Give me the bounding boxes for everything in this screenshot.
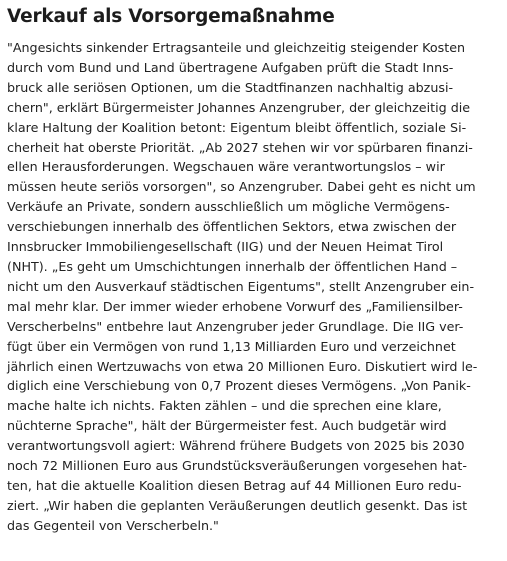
body-line: ten, hat die aktuelle Koalition diesen Betrag auf 44 Millionen Euro redu- (7, 477, 462, 493)
body-line: das Gegenteil von Verscherbeln." (7, 517, 219, 533)
body-line: müssen heute seriös vorsorgen", so Anzengruber. Dabei geht es nicht um (7, 179, 476, 195)
body-line: noch 72 Millionen Euro aus Grundstücksveräußerungen vorgesehen hat- (7, 458, 467, 474)
article-heading: Verkauf als Vorsorgemaßnahme (7, 6, 335, 27)
body-line: klare Haltung der Koalition betont: Eigentum bleibt öffentlich, soziale Si- (7, 119, 467, 135)
body-line: cherheit hat oberste Priorität. „Ab 2027 stehen wir vor spürbaren finanzi- (7, 139, 473, 155)
body-line: Verkäufe an Private, sondern ausschließlich um mögliche Vermögens- (7, 199, 450, 215)
body-line: nicht um den Ausverkauf städtischen Eigentums", stellt Anzengruber ein- (7, 278, 475, 294)
body-line: verantwortungsvoll agiert: Während frühere Budgets von 2025 bis 2030 (7, 438, 465, 454)
body-line: nüchterne Sprache", hält der Bürgermeister fest. Auch budgetär wird (7, 418, 447, 434)
body-line: (NHT). „Es geht um Umschichtungen innerhalb der öffentlichen Hand – (7, 258, 458, 274)
body-line: bruck alle seriösen Optionen, um die Stadtfinanzen nachhaltig abzusi- (7, 79, 454, 95)
body-line: Verscherbelns" entbehre laut Anzengruber jeder Grundlage. Die IIG ver- (7, 318, 464, 334)
article (7, 4, 499, 536)
body-line: chern", erklärt Bürgermeister Johannes Anzengruber, der gleichzeitig die (7, 99, 471, 115)
body-line: "Angesichts sinkender Ertragsanteile und gleichzeitig steigender Kosten (7, 40, 466, 55)
body-line: mache halte ich nichts. Fakten zählen – und die sprechen eine klare, (7, 398, 442, 414)
body-line: verschiebungen innerhalb des öffentlichen Sektors, etwa zwischen der (7, 219, 457, 235)
body-line: jährlich einen Wertzuwachs von etwa 20 Millionen Euro. Diskutiert wird le- (7, 358, 478, 374)
body-line: mal mehr klar. Der immer wieder erhobene Vorwurf des „Familiensilber- (7, 298, 463, 314)
body-line: diglich eine Verschiebung von 0,7 Prozent dieses Vermögens. „Von Panik- (7, 378, 471, 394)
article-body (7, 38, 499, 536)
body-line: ziert. „Wir haben die geplanten Veräußerungen deutlich gesenkt. Das ist (7, 497, 468, 513)
body-line: durch vom Bund und Land übertragene Aufgaben prüft die Stadt Inns- (7, 59, 454, 75)
body-line: ellen Herausforderungen. Wegschauen wäre verantwortungslos – wir (7, 159, 445, 175)
body-line: Innsbrucker Immobiliengesellschaft (IIG) und der Neuen Heimat Tirol (7, 239, 444, 255)
body-line: fügt über ein Vermögen von rund 1,13 Milliarden Euro und verzeichnet (7, 338, 456, 354)
